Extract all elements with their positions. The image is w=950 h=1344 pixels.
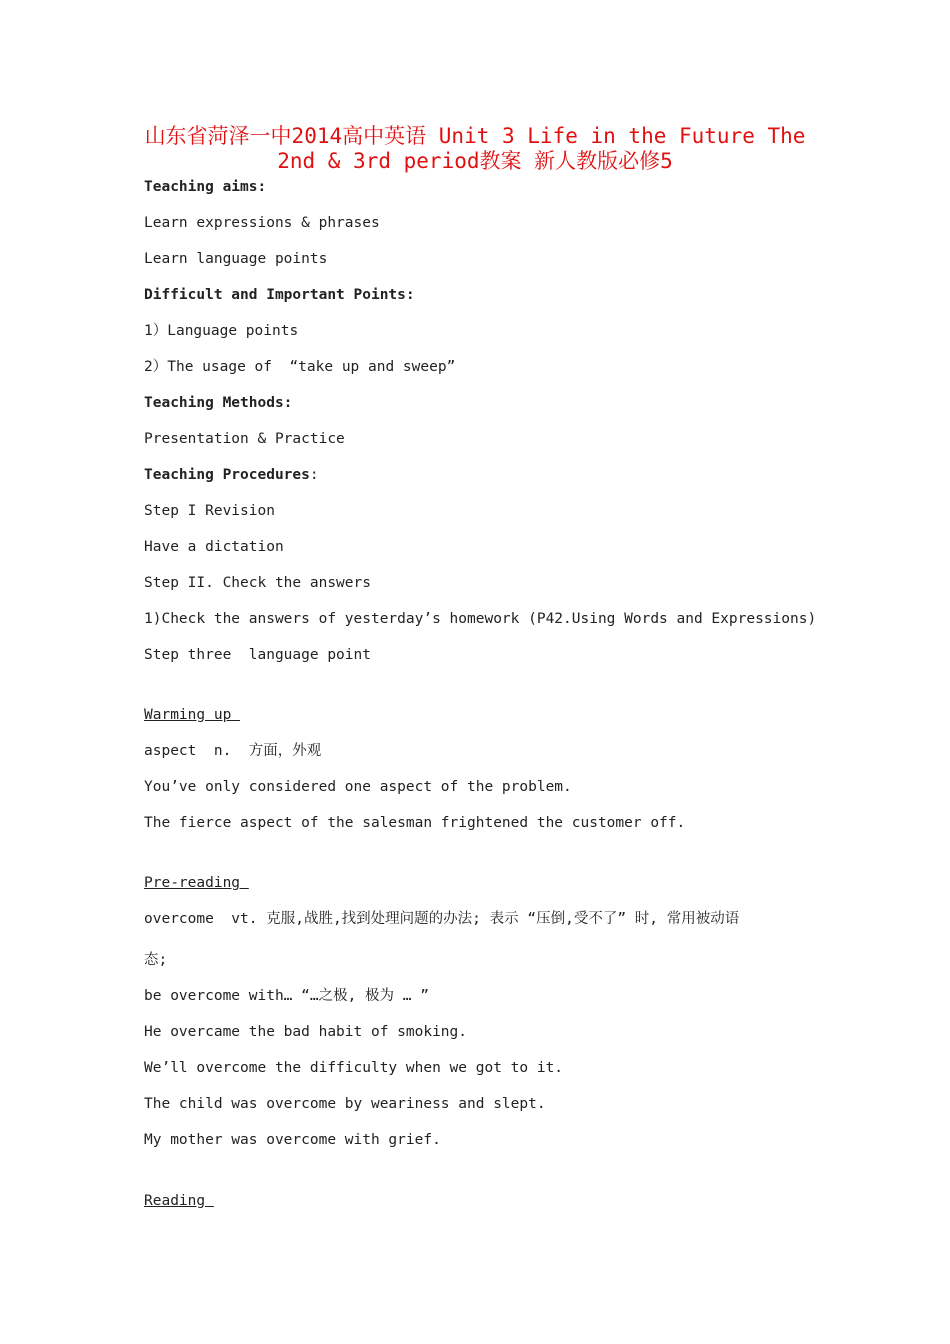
vocab-example: You’ve only considered one aspect of the problem. — [144, 779, 572, 795]
vocab-example: My mother was overcome with grief. — [144, 1132, 441, 1148]
vocab-definition: aspect n. 方面，外观 — [144, 743, 322, 759]
procedures-heading-colon: : — [309, 467, 319, 483]
section-warming-up: Warming up — [144, 707, 241, 723]
method-item: Presentation & Practice — [144, 431, 345, 447]
document-title-line-2: 2nd & 3rd period教案 新人教版必修5 — [277, 149, 673, 173]
section-reading: Reading — [144, 1193, 214, 1209]
aim-item: Learn expressions & phrases — [144, 215, 380, 231]
step-heading: Step I Revision — [144, 503, 275, 519]
vocab-example: He overcame the bad habit of smoking. — [144, 1024, 468, 1040]
difficult-points-heading: Difficult and Important Points: — [144, 287, 415, 303]
vocab-phrase: be overcome with… “…之极, 极为 … ” — [144, 988, 429, 1004]
step-heading: Step three language point — [144, 647, 371, 663]
teaching-procedures-heading — [144, 466, 319, 484]
vocab-definition-continued: 态; — [144, 952, 168, 968]
point-item: 2）The usage of “take up and sweep” — [144, 359, 456, 375]
procedures-heading-text: Teaching Procedures — [144, 467, 310, 483]
teaching-aims-heading: Teaching aims: — [144, 179, 267, 195]
aim-item: Learn language points — [144, 251, 328, 267]
section-pre-reading: Pre-reading — [144, 875, 249, 891]
step-detail: 1)Check the answers of yesterday’s homework (P42.Using Words and Expressions) — [144, 611, 817, 627]
step-detail: Have a dictation — [144, 539, 284, 555]
document-title-line-1: 山东省菏泽一中2014高中英语 Unit 3 Life in the Future The — [144, 124, 806, 148]
vocab-example: The fierce aspect of the salesman frightened the customer off. — [144, 815, 686, 831]
vocab-definition: overcome vt. 克服,战胜,找到处理问题的办法; 表示 “压倒,受不了” 时, 常用被动语 — [144, 911, 740, 927]
vocab-example: The child was overcome by weariness and slept. — [144, 1096, 546, 1112]
teaching-methods-heading: Teaching Methods: — [144, 395, 293, 411]
point-item: 1）Language points — [144, 323, 299, 339]
step-heading: Step II. Check the answers — [144, 575, 371, 591]
vocab-example: We’ll overcome the difficulty when we got to it. — [144, 1060, 564, 1076]
